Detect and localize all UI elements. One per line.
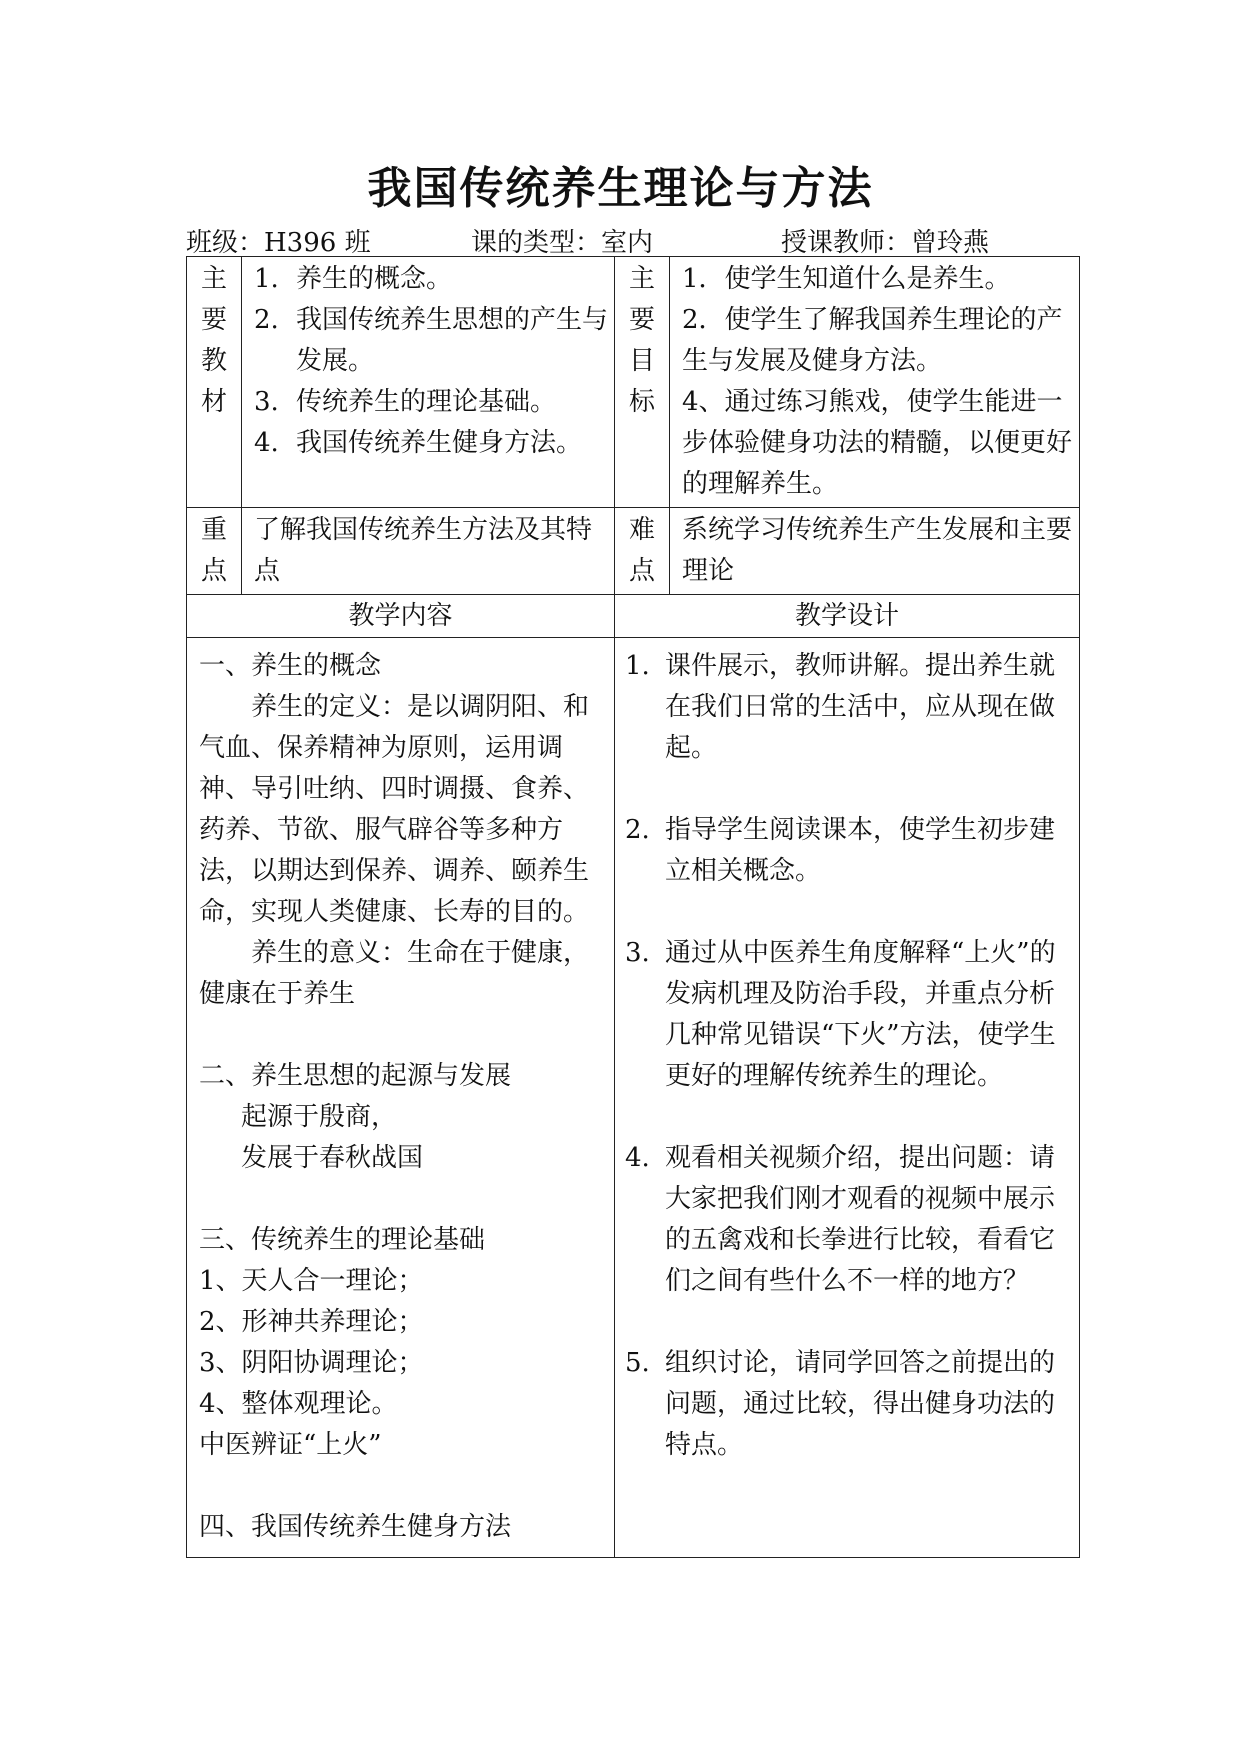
design-item: 3. 通过从中医养生角度解释“上火”的发病机理及防治手段，并重点分析几种常见错误“下火”方法，使学生更好的理解传统养生的理论。 xyxy=(625,938,1056,1091)
material-item: 2. 我国传统养生思想的产生与发展。 xyxy=(254,305,609,376)
design-header: 教学设计 xyxy=(615,595,1080,638)
goals-list xyxy=(670,257,1080,508)
class-info: 班级：H396 班 xyxy=(186,228,371,258)
design-item: 5. 组织讨论，请同学回答之前提出的问题，通过比较，得出健身功法的特点。 xyxy=(625,1348,1056,1460)
goal-item: 2．使学生了解我国养生理论的产生与发展及健身方法。 xyxy=(682,305,1063,376)
design-item: 4. 观看相关视频介绍，提出问题：请大家把我们刚才观看的视频中展示的五禽戏和长拳进行比较，看看它们之间有些什么不一样的地方？ xyxy=(625,1143,1056,1296)
definition-text: 养生的定义：是以调阴阳、和气血、保养精神为原则，运用调神、导引吐纳、四时调摄、食养、药养、节欲、服气辟谷等多种方法，以期达到保养、调养、颐养生命，实现人类健康、长寿的目的。 xyxy=(199,692,590,927)
material-item: 4. 我国传统养生健身方法。 xyxy=(254,428,583,458)
teaching-design xyxy=(615,638,1080,1558)
info-line xyxy=(186,222,1086,256)
design-item: 2. 指导学生阅读课本，使学生初步建立相关概念。 xyxy=(625,815,1056,886)
content-header: 教学内容 xyxy=(187,595,615,638)
page-title: 我国传统养生理论与方法 xyxy=(367,163,874,214)
section-heading: 二、养生思想的起源与发展 xyxy=(199,1061,512,1091)
theory-item: 3、阴阳协调理论； xyxy=(199,1348,424,1378)
teaching-content xyxy=(187,638,615,1558)
key-difficulty-row xyxy=(187,508,1080,595)
lesson-type-info: 课的类型：室内 xyxy=(471,228,654,258)
development-text: 发展于春秋战国 xyxy=(241,1143,424,1173)
key-point-text: 了解我国传统养生方法及其特点 xyxy=(242,508,615,595)
material-item: 1. 养生的概念。 xyxy=(254,264,453,294)
material-item: 3. 传统养生的理论基础。 xyxy=(254,387,557,417)
theory-extra: 中医辨证“上火” xyxy=(199,1430,382,1460)
materials-list xyxy=(242,257,615,508)
key-point-label: 重 点 xyxy=(187,508,242,595)
goal-item: 1．使学生知道什么是养生。 xyxy=(682,264,1011,294)
materials-label: 主 要 教 材 xyxy=(187,257,242,508)
materials-goals-row xyxy=(187,257,1080,508)
teacher-info: 授课教师：曾玲燕 xyxy=(781,228,990,258)
section-heading: 四、我国传统养生健身方法 xyxy=(199,1512,512,1542)
meaning-text: 养生的意义：生命在于健康，健康在于养生 xyxy=(199,938,590,1009)
lesson-plan-table xyxy=(186,256,1080,1558)
section-header-row xyxy=(187,595,1080,638)
goals-label: 主 要 目 标 xyxy=(615,257,670,508)
section-heading: 三、传统养生的理论基础 xyxy=(199,1225,486,1255)
content-design-row xyxy=(187,638,1080,1558)
section-heading: 一、养生的概念 xyxy=(199,651,382,681)
origin-text: 起源于殷商， xyxy=(241,1102,398,1132)
design-item: 1. 课件展示，教师讲解。提出养生就在我们日常的生活中，应从现在做起。 xyxy=(625,651,1056,763)
theory-item: 2、形神共养理论； xyxy=(199,1307,424,1337)
goal-item: 4、通过练习熊戏，使学生能进一步体验健身功法的精髓，以便更好的理解养生。 xyxy=(682,387,1073,499)
theory-item: 4、整体观理论。 xyxy=(199,1389,398,1419)
theory-item: 1、天人合一理论； xyxy=(199,1266,424,1296)
difficulty-text: 系统学习传统养生产生发展和主要理论 xyxy=(670,508,1080,595)
difficulty-label: 难 点 xyxy=(615,508,670,595)
